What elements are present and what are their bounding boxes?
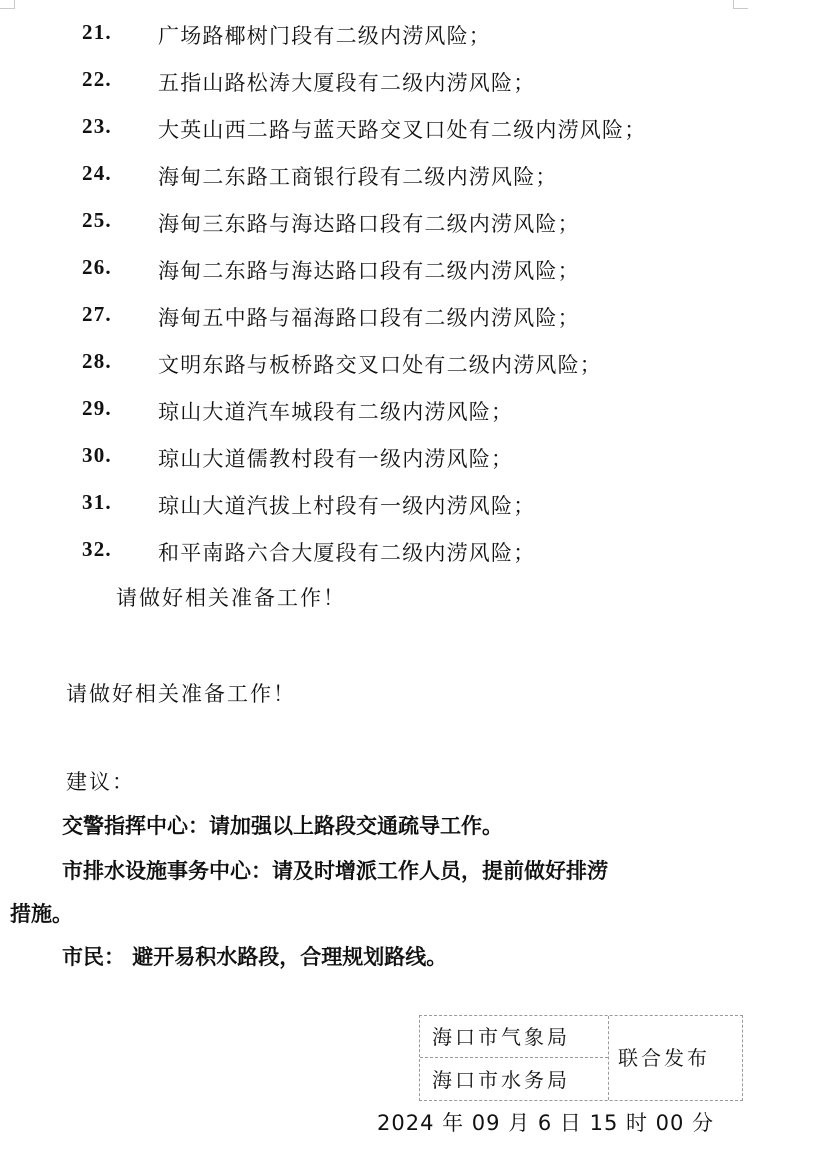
suggestion-citizens: 市民： 避开易积水路段，合理规划路线。 (62, 945, 448, 969)
list-item-text: 和平南路六合大厦段有二级内涝风险； (158, 541, 536, 565)
signature-agency-meteorology: 海口市气象局 (420, 1016, 608, 1058)
list-item-text: 海甸二东路工商银行段有二级内涝风险； (158, 165, 558, 189)
list-item-text: 广场路椰树门段有二级内涝风险； (158, 24, 491, 48)
list-item-number: 32. (82, 537, 112, 561)
page-corner-mark-left (0, 0, 15, 9)
list-item-number: 26. (82, 255, 112, 279)
list-item-text: 海甸三东路与海达路口段有二级内涝风险； (158, 212, 580, 236)
list-item-number: 21. (82, 20, 112, 44)
signature-agency-water: 海口市水务局 (432, 1068, 570, 1092)
signature-joint-release: 联合发布 (618, 1046, 710, 1070)
page-corner-mark-right (733, 0, 748, 9)
list-item-text: 海甸二东路与海达路口段有二级内涝风险； (158, 259, 580, 283)
prepare-note-2: 请做好相关准备工作！ (66, 682, 296, 706)
list-item-number: 28. (82, 349, 112, 373)
list-item-text: 文明东路与板桥路交叉口处有二级内涝风险； (158, 353, 602, 377)
prepare-note-1: 请做好相关准备工作！ (116, 586, 346, 610)
signature-agency-column (420, 1016, 609, 1100)
suggestion-drainage: 市排水设施事务中心：请及时增派工作人员，提前做好排涝 (62, 859, 608, 883)
list-item-number: 25. (82, 208, 112, 232)
list-item-text: 大英山西二路与蓝天路交叉口处有二级内涝风险； (158, 118, 647, 142)
list-item-text: 琼山大道儒教村段有一级内涝风险； (158, 447, 514, 471)
suggestion-drainage-continued: 措施。 (10, 902, 73, 926)
list-item-number: 27. (82, 302, 112, 326)
list-item-number: 22. (82, 67, 112, 91)
issue-datetime: 2024 年 09 月 6 日 15 时 00 分 (377, 1111, 715, 1135)
list-item-number: 23. (82, 114, 112, 138)
list-item-number: 30. (82, 443, 112, 467)
list-item-number: 24. (82, 161, 112, 185)
suggestion-title: 建议： (66, 770, 135, 794)
list-item-text: 琼山大道汽车城段有二级内涝风险； (158, 400, 514, 424)
suggestion-traffic: 交警指挥中心：请加强以上路段交通疏导工作。 (62, 814, 503, 838)
list-item-text: 琼山大道汽拔上村段有一级内涝风险； (158, 494, 536, 518)
list-item-number: 31. (82, 490, 112, 514)
list-item-text: 五指山路松涛大厦段有二级内涝风险； (158, 71, 536, 95)
list-item-number: 29. (82, 396, 112, 420)
signature-table (419, 1015, 743, 1101)
list-item-text: 海甸五中路与福海路口段有二级内涝风险； (158, 306, 580, 330)
